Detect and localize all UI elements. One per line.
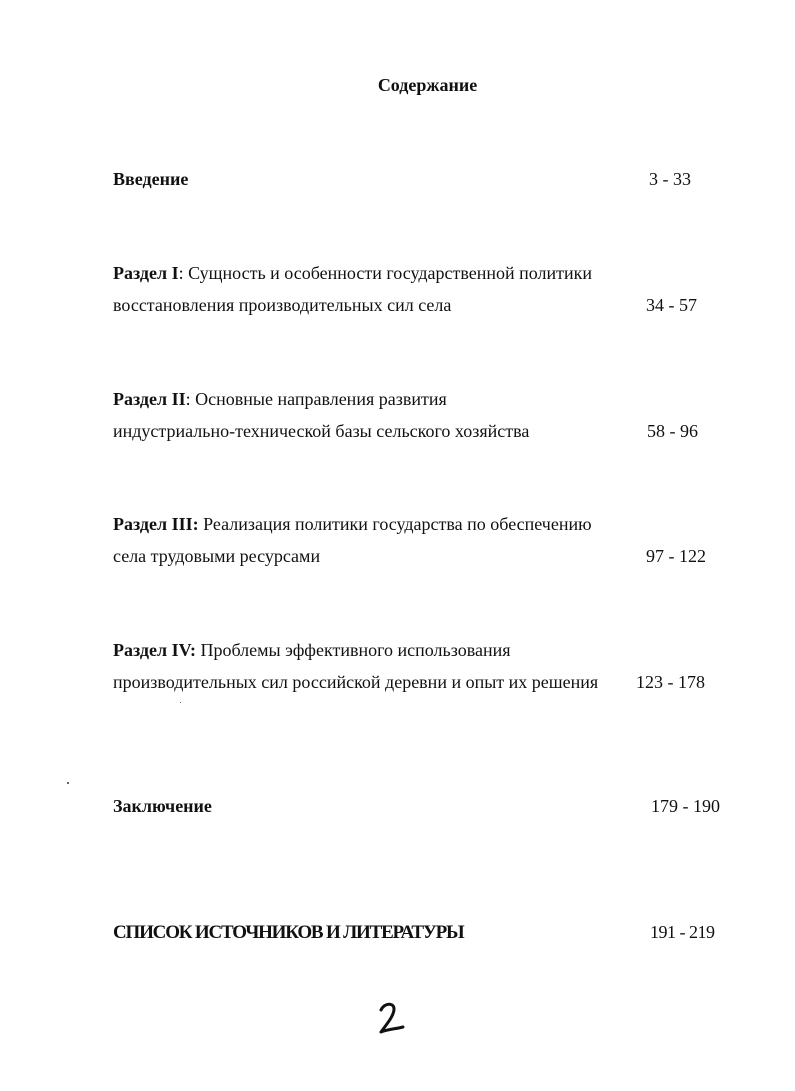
- toc-entry-label: Заключение: [113, 796, 212, 816]
- toc-entry-label: Раздел III:: [113, 514, 199, 534]
- toc-entry-title-line2: восстановления производительных сил села: [113, 295, 452, 315]
- scan-speck: [67, 782, 69, 784]
- toc-entry-label: Раздел IV:: [113, 640, 196, 660]
- toc-entry-section-4: [113, 634, 598, 698]
- toc-entry-conclusion: [113, 790, 212, 822]
- toc-entry-title-line2: производительных сил российской деревни и опыт их решения: [113, 672, 599, 692]
- toc-entry-label: СПИСОК ИСТОЧНИКОВ И ЛИТЕРАТУРЫ: [113, 922, 464, 943]
- toc-entry-introduction: [113, 163, 188, 195]
- handwritten-page-number: [372, 998, 412, 1038]
- handwritten-number-icon: [372, 998, 412, 1038]
- toc-entry-pages: 97 - 122: [646, 546, 706, 566]
- toc-entry-label: Раздел I: [113, 263, 179, 283]
- toc-entry-title-line2: индустриально-технической базы сельского хозяйства: [113, 421, 530, 441]
- toc-entry-title-line2: села трудовыми ресурсами: [113, 546, 321, 566]
- toc-entry-pages: 3 - 33: [649, 169, 691, 189]
- toc-entry-pages: 58 - 96: [647, 421, 698, 441]
- toc-entry-label: Раздел II: [113, 389, 186, 409]
- toc-entry-section-2: [113, 383, 529, 447]
- toc-entry-bibliography: [113, 916, 463, 949]
- toc-entry-section-1: [113, 257, 592, 321]
- toc-entry-label: Введение: [113, 169, 189, 189]
- toc-entry-title-line1: Проблемы эффективного использования: [195, 640, 511, 660]
- toc-entry-pages: 34 - 57: [646, 295, 697, 315]
- page-title: Содержание: [377, 75, 478, 95]
- toc-entry-section-3: [113, 508, 592, 572]
- scan-speck: [180, 702, 181, 703]
- toc-entry-pages: 191 - 219: [650, 922, 715, 942]
- toc-entry-title-line1: : Сущность и особенности государственной политики: [178, 263, 593, 283]
- toc-entry-pages: 179 - 190: [651, 796, 720, 816]
- toc-entry-pages: 123 - 178: [636, 672, 705, 692]
- toc-entry-title-line1: : Основные направления развития: [185, 389, 447, 409]
- toc-entry-title-line1: Реализация политики государства по обеспечению: [198, 514, 592, 534]
